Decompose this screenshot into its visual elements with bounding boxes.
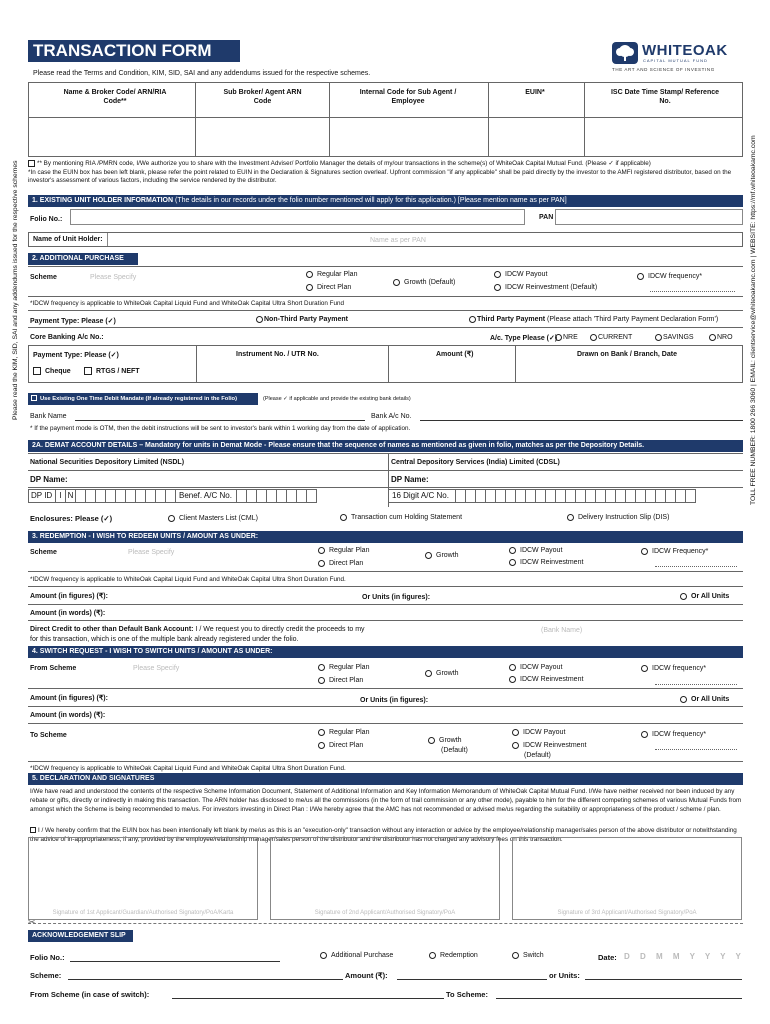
broker-input-4[interactable] xyxy=(489,118,583,156)
switch-amount-figures-label: Amount (in figures) (₹): xyxy=(30,695,108,702)
intro-text: Please read the Terms and Condition, KIM, SID, SAI and any addendums issued for the respective schemes. xyxy=(33,70,371,77)
cut-line xyxy=(28,923,743,924)
redeem-amount-words-label: Amount (in words) (₹): xyxy=(30,610,106,617)
direct-credit-text: Direct Credit to other than Default Bank Account: I / We request you to directly credit the proceeds to my xyxy=(30,626,365,633)
enclosures-label: Enclosures: Please (✓) xyxy=(30,514,113,523)
core-banking-input[interactable] xyxy=(110,329,480,341)
nro-radio[interactable]: NRO xyxy=(709,333,733,342)
from-scheme-label: From Scheme xyxy=(30,665,77,672)
ack-additional-purchase-radio[interactable]: Additional Purchase xyxy=(320,951,393,960)
third-party-radio[interactable]: Third Party Payment (Please attach 'Third Party Payment Declaration Form') xyxy=(469,315,718,324)
switch-from-idcw-payout-radio[interactable]: IDCW Payout xyxy=(509,663,562,672)
folio-label: Folio No.: xyxy=(30,216,63,223)
switch-to-idcw-reinvest-radio[interactable]: IDCW Reinvestment xyxy=(512,741,586,750)
signature-box-2[interactable]: Signature of 2nd Applicant/Authorised Signatory/PoA xyxy=(270,837,500,920)
redeem-amount-figures-label: Amount (in figures) (₹): xyxy=(30,593,108,600)
drawn-on-label: Drawn on Bank / Branch, Date xyxy=(577,351,677,358)
cml-radio[interactable]: Client Masters List (CML) xyxy=(168,514,258,523)
broker-col-2: Sub Broker/ Agent ARN Code xyxy=(223,89,302,105)
broker-input-1[interactable] xyxy=(29,118,194,156)
ack-date-label: Date: xyxy=(598,953,617,962)
scheme-label: Scheme xyxy=(30,274,57,281)
redeem-idcw-frequency-radio[interactable]: IDCW Frequency* xyxy=(641,547,708,556)
side-note-right: TOLL FREE NUMBER: 1800 266 3060 | EMAIL: clientservice@whiteoakamc.com | WEBSITE: https://mf.whiteoakamc.com xyxy=(750,135,757,505)
switch-to-direct-radio[interactable]: Direct Plan xyxy=(318,741,363,750)
redeem-scheme-placeholder[interactable]: Please Specify xyxy=(128,549,175,556)
signature-box-3[interactable]: Signature of 3rd Applicant/Authorised Signatory/PoA xyxy=(512,837,742,920)
broker-col-4: EUIN* xyxy=(525,89,545,96)
ack-redemption-radio[interactable]: Redemption xyxy=(429,951,478,960)
pan-label: PAN xyxy=(539,214,554,221)
euin-confirmation: I / We hereby confirm that the EUIN box has been intentionally left blank by me/us as this is an "execution-only" transaction without any interaction or advice by the employee/relationship manager/sales person of the above distributor or notwithstanding the advice of in-appropriateness, if any, provided by the employee/relationship manager/sales person of the distributor and the distributor has not charged any advisory fees on this transaction. xyxy=(30,827,737,843)
switch-idcw-note: *IDCW frequency is applicable to WhiteOak Capital Liquid Fund and WhiteOak Capital Ultra Short Duration Fund. xyxy=(30,765,346,772)
idcw-frequency-radio[interactable]: IDCW frequency* xyxy=(637,272,702,281)
ria-authorize-checkbox[interactable] xyxy=(28,160,35,167)
bank-ac-label: Bank A/c No. xyxy=(371,413,412,420)
switch-all-units-radio[interactable]: Or All Units xyxy=(680,695,729,704)
idcw-reinvest-radio[interactable]: IDCW Reinvestment (Default) xyxy=(494,283,597,292)
broker-col-3: Internal Code for Sub Agent / Employee xyxy=(359,89,457,105)
switch-to-growth-radio[interactable]: Growth xyxy=(428,736,462,745)
cheque-checkbox[interactable]: Cheque xyxy=(33,367,71,376)
section-3-header: 3. REDEMPTION - I WISH TO REDEEM UNITS / AMOUNT AS UNDER: xyxy=(28,531,743,543)
nsdl-dp-name-label: DP Name: xyxy=(30,475,68,484)
otm-button[interactable]: Use Existing One Time Debit Mandate (If already registered in the Folio) xyxy=(28,393,258,405)
brand-logo xyxy=(612,40,742,74)
bank-name-label: Bank Name xyxy=(30,413,67,420)
broker-col-1: Name & Broker Code/ ARN/RIA Code** xyxy=(63,89,167,105)
ack-slip-header: ACKNOWLEDGEMENT SLIP xyxy=(28,930,133,942)
unit-holder-placeholder: Name as per PAN xyxy=(370,237,426,244)
switch-from-direct-radio[interactable]: Direct Plan xyxy=(318,676,363,685)
otm-note: (Please ✓ if applicable and provide the existing bank details) xyxy=(263,396,411,402)
plan-direct-radio[interactable]: Direct Plan xyxy=(306,283,351,292)
ack-switch-radio[interactable]: Switch xyxy=(512,951,544,960)
form-title: TRANSACTION FORM xyxy=(28,40,240,62)
switch-from-growth-radio[interactable]: Growth xyxy=(425,669,459,678)
redeem-growth-radio[interactable]: Growth xyxy=(425,551,459,560)
from-scheme-placeholder[interactable]: Please Specify xyxy=(133,665,180,672)
cdsl-account-field[interactable]: 16 Digit A/C No. xyxy=(388,489,695,505)
idcw-note: *IDCW frequency is applicable to WhiteOak Capital Liquid Fund and WhiteOak Capital Ultra Short Duration Fund xyxy=(30,300,344,307)
section-2a-header: 2A. DEMAT ACCOUNT DETAILS – Mandatory for units in Demat Mode - Please ensure that the sequence of names as mentioned as given in folio, matches as per the Depository Details. xyxy=(28,440,743,452)
switch-from-idcw-frequency-radio[interactable]: IDCW frequency* xyxy=(641,664,706,673)
switch-amount-words-label: Amount (in words) (₹): xyxy=(30,712,106,719)
ack-from-scheme-label: From Scheme (in case of switch): xyxy=(30,990,150,999)
section-4-header: 4. SWITCH REQUEST - I WISH TO SWITCH UNITS / AMOUNT AS UNDER: xyxy=(28,646,743,658)
brand-tagline: THE ART AND SCIENCE OF INVESTING xyxy=(612,67,715,72)
oak-tree-icon xyxy=(612,42,638,64)
switch-to-idcw-reinvest-default: (Default) xyxy=(524,752,551,759)
broker-input-5[interactable] xyxy=(585,118,742,156)
broker-col-5: ISC Date Time Stamp/ Reference No. xyxy=(610,89,720,105)
switch-from-regular-radio[interactable]: Regular Plan xyxy=(318,663,369,672)
switch-to-regular-radio[interactable]: Regular Plan xyxy=(318,728,369,737)
ack-scheme-label: Scheme: xyxy=(30,971,62,980)
pan-input[interactable] xyxy=(555,209,743,225)
switch-units-label: Or Units (in figures): xyxy=(360,697,429,704)
brand-name: WHITEOAK xyxy=(642,42,728,59)
section-1-header: 1. EXISTING UNIT HOLDER INFORMATION (The details in our records under the folio number mentioned will apply for this application.) [Please mention name as per PAN] xyxy=(28,195,743,207)
cdsl-dp-name-label: DP Name: xyxy=(391,475,429,484)
section-5-header: 5. DECLARATION AND SIGNATURES xyxy=(28,773,743,785)
non-third-party-radio[interactable]: Non-Third Party Payment xyxy=(256,315,348,324)
ria-note: ** By mentioning RIA /PMRN code, I/We authorize you to share with the Investment Adviser/ Portfolio Manager the details of my/our transactions in the scheme(s) of WhiteOak Capital Mutual Fund. (Please ✓ if applicable) *In case the EUIN box has been left blank, please refer the point related to EUIN in the Declaration & Signatures section overleaf. Upfront commission "if any applicable" shall be paid directly by the investor to the AMFI registered distributor, based on the investor's assessment of various factors, including the service rendered by the distributor. xyxy=(28,160,732,185)
folio-input[interactable] xyxy=(70,209,525,225)
to-scheme-label: To Scheme xyxy=(30,732,67,739)
broker-input-2[interactable] xyxy=(196,118,328,156)
broker-input-3[interactable] xyxy=(330,118,487,156)
cdsl-label: Central Depository Services (India) Limited (CDSL) xyxy=(391,459,560,466)
nsdl-dp-id-field[interactable]: DP ID I N Benef. A/C No. xyxy=(28,489,316,505)
ack-amount-label: Amount (₹): xyxy=(345,971,388,980)
plan-regular-radio[interactable]: Regular Plan xyxy=(306,270,357,279)
redeem-direct-radio[interactable]: Direct Plan xyxy=(318,559,363,568)
otm-footnote: * If the payment mode is OTM, then the debit instructions will be sent to investor's bank within 1 working day from the date of application. xyxy=(30,425,411,432)
scheme-placeholder[interactable]: Please Specify xyxy=(90,274,137,281)
nsdl-label: National Securities Depository Limited (NSDL) xyxy=(30,459,185,466)
euin-confirm-checkbox[interactable] xyxy=(30,827,36,833)
instrument-label: Instrument No. / UTR No. xyxy=(236,351,319,358)
dis-radio[interactable]: Delivery Instruction Slip (DIS) xyxy=(567,513,669,522)
payment-type-label-2: Payment Type: Please (✓) xyxy=(33,352,119,359)
ac-type-label: A/c. Type Please (✓) xyxy=(490,335,558,342)
redeem-idcw-note: *IDCW frequency is applicable to WhiteOak Capital Liquid Fund and WhiteOak Capital Ultra Short Duration Fund. xyxy=(30,576,346,583)
redeem-idcw-reinvest-radio[interactable]: IDCW Reinvestment xyxy=(509,558,583,567)
section-2-header: 2. ADDITIONAL PURCHASE xyxy=(28,253,138,265)
ack-folio-label: Folio No.: xyxy=(30,953,65,962)
nre-radio[interactable]: NRE xyxy=(555,333,578,342)
side-note-left: Please read the KIM, SID, SAI and any addendums issued for the respective schemes xyxy=(12,160,19,420)
amount-label: Amount (₹) xyxy=(436,351,474,358)
tchs-radio[interactable]: Transaction cum Holding Statement xyxy=(340,513,462,522)
ack-units-label: or Units: xyxy=(549,971,580,980)
savings-radio[interactable]: SAVINGS xyxy=(655,333,694,342)
switch-to-idcw-frequency-radio[interactable]: IDCW frequency* xyxy=(641,730,706,739)
current-radio[interactable]: CURRENT xyxy=(590,333,632,342)
core-banking-label: Core Banking A/c No.: xyxy=(30,334,104,341)
growth-default-radio[interactable]: Growth (Default) xyxy=(393,278,455,287)
redeem-scheme-label: Scheme xyxy=(30,549,57,556)
switch-to-idcw-payout-radio[interactable]: IDCW Payout xyxy=(512,728,565,737)
brand-sub: CAPITAL MUTUAL FUND xyxy=(643,58,708,63)
redeem-units-label: Or Units (in figures): xyxy=(362,594,431,601)
scissors-icon: ✂ xyxy=(28,917,36,927)
ack-date-field[interactable]: D D M M Y Y Y Y xyxy=(624,952,745,961)
redeem-idcw-payout-radio[interactable]: IDCW Payout xyxy=(509,546,562,555)
direct-credit-bank-placeholder[interactable]: (Bank Name) xyxy=(541,627,583,634)
switch-to-growth-default: (Default) xyxy=(441,747,468,754)
redeem-regular-radio[interactable]: Regular Plan xyxy=(318,546,369,555)
direct-credit-text-2: for this transaction, which is one of the multiple bank already registered under the folio. xyxy=(30,636,299,643)
idcw-payout-radio[interactable]: IDCW Payout xyxy=(494,270,547,279)
payment-type-label: Payment Type: Please (✓) xyxy=(30,318,116,325)
signature-box-1[interactable]: Signature of 1st Applicant/Guardian/Authorised Signatory/PoA/Karta xyxy=(28,837,258,920)
switch-from-idcw-reinvest-radio[interactable]: IDCW Reinvestment xyxy=(509,675,583,684)
rtgs-neft-checkbox[interactable]: RTGS / NEFT xyxy=(84,367,140,376)
declaration-text: I/We have read and understood the contents of the respective Scheme Information Document, Statement of Additional Information and Key Information Memorandum of WhiteOak Capital Mutual Fund. I/We have neither received nor been induced by any rebate or gifts, directly or indirectly in making this transaction. The ARN holder has disclosed to me/us all the commissions (in the form of trail commission or any other mode), payable to him for the different competing schemes of various Mutual Funds from amongst which the Scheme is being recommended to me/us. For investors investing in Direct Plan : I/We hereby agree that the AMC has not recommended or advised me/us regarding the suitability or appropriateness of the product / scheme / plan. xyxy=(30,788,742,813)
unit-holder-label: Name of Unit Holder: xyxy=(33,233,108,246)
redeem-all-units-radio[interactable]: Or All Units xyxy=(680,592,729,601)
ack-to-scheme-label: To Scheme: xyxy=(446,990,488,999)
